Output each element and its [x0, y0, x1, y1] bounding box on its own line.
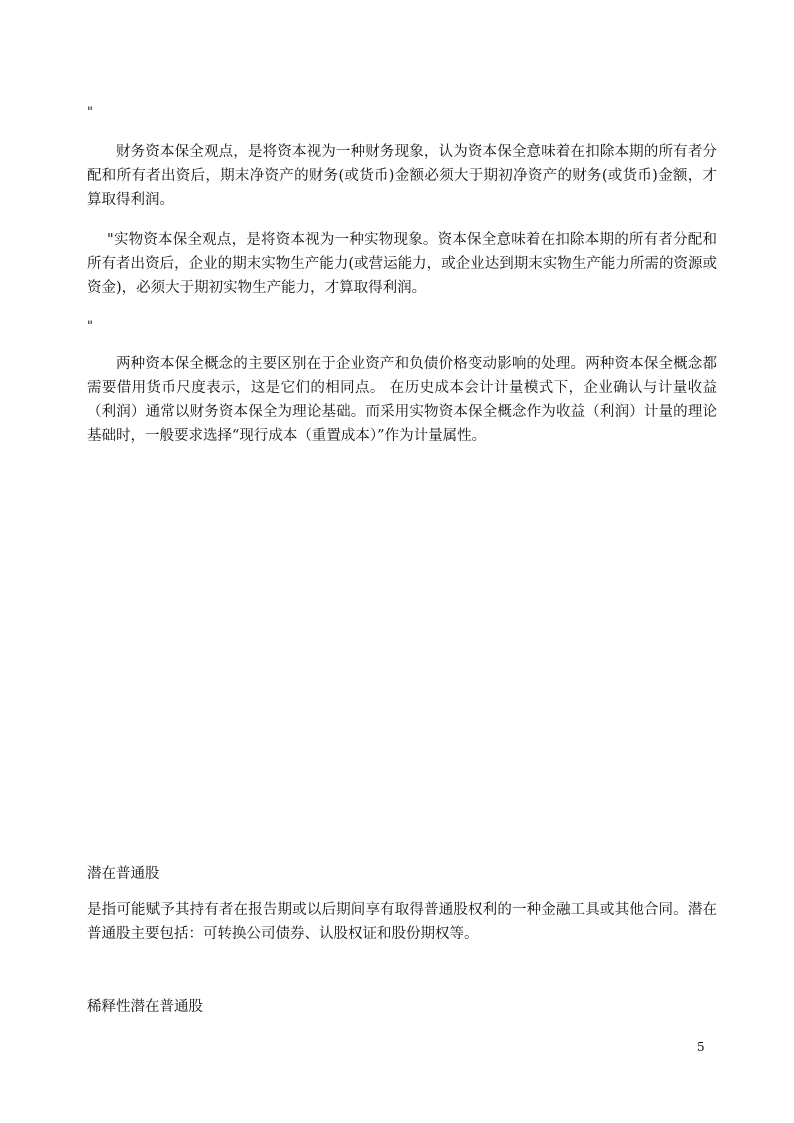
heading-potential-common-stock: 潜在普通股: [87, 866, 160, 882]
page-number: 5: [697, 1040, 705, 1054]
paragraph-capital-maintenance-difference: 两种资本保全概念的主要区别在于企业资产和负债价格变动影响的处理。两种资本保全概念都需要借用货币尺度表示，这是它们的相同点。 在历史成本会计计量模式下，企业确认与计量收益（利润）通常以财务资本保全为理论基础。而采用实物资本保全概念作为收益（利润）计量的理论基础时，一般要求选择“现行成本（重置成本）”作为计量属性。: [87, 356, 717, 444]
quote-mark: ": [87, 319, 93, 334]
paragraph-physical-capital-maintenance: "实物资本保全观点，是将资本视为一种实物现象。资本保全意味着在扣除本期的所有者分配和所有者出资后，企业的期末实物生产能力(或营运能力，或企业达到期末实物生产能力所需的资源或资金)，必须大于期初实物生产能力，才算取得利润。: [87, 232, 717, 296]
quote-mark: ": [87, 105, 93, 120]
heading-dilutive-potential-common-stock: 稀释性潜在普通股: [87, 999, 203, 1015]
paragraph-financial-capital-maintenance: 财务资本保全观点，是将资本视为一种财务现象，认为资本保全意味着在扣除本期的所有者分配和所有者出资后，期末净资产的财务(或货币)金额必须大于期初净资产的财务(或货币)金额，才算取得利润。: [87, 144, 717, 208]
paragraph-potential-common-stock: 是指可能赋予其持有者在报告期或以后期间享有取得普通股权利的一种金融工具或其他合同。潜在普通股主要包括：可转换公司债券、认股权证和股份期权等。: [87, 902, 717, 942]
